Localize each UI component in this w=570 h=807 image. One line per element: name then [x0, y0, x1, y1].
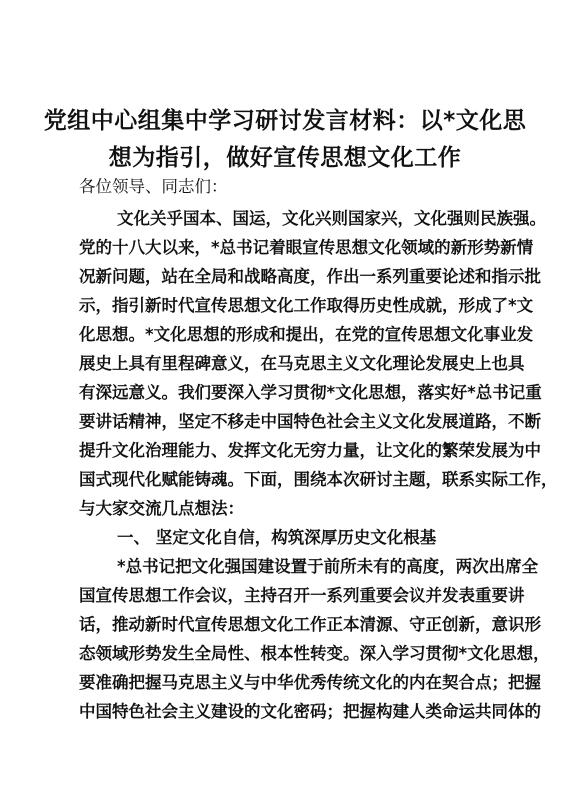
paragraph-1-line: 文化关乎国本、国运，文化兴则国家兴，文化强则民族强。 — [117, 209, 546, 228]
paragraph-1-line: 提升文化治理能力、发挥文化无穷力量，让文化的繁荣发展为中 — [79, 441, 541, 460]
paragraph-2-line: 要准确把握马克思主义与中华优秀传统文化的内在契合点；把握 — [79, 673, 541, 692]
paragraph-1-line: 况新问题，站在全局和战略高度，作出一系列重要论述和指示批 — [79, 267, 541, 286]
paragraph-2-line: 态领域形势发生全局性、根本性转变。深入学习贯彻*文化思想， — [79, 644, 550, 663]
paragraph-1-line: 化思想。*文化思想的形成和提出，在党的宣传思想文化事业发 — [79, 325, 534, 344]
document-title-line-1: 党组中心组集中学习研讨发言材料：以*文化思 — [43, 108, 527, 134]
paragraph-2-line: *总书记把文化强国建设置于前所未有的高度，两次出席全 — [117, 557, 539, 576]
paragraph-1-line: 国式现代化赋能铸魂。下面，围绕本次研讨主题，联系实际工作， — [79, 470, 558, 489]
paragraph-2-line: 话，推动新时代宣传思想文化工作正本清源、守正创新，意识形 — [79, 615, 541, 634]
paragraph-1-line: 展史上具有里程碑意义，在马克思主义文化理论发展史上也具 — [79, 354, 525, 373]
paragraph-1-line: 与大家交流几点想法： — [79, 499, 244, 518]
salutation: 各位领导、同志们： — [79, 177, 228, 196]
paragraph-1-line: 党的十八大以来，*总书记着眼宣传思想文化领域的新形势新情 — [79, 238, 534, 257]
paragraph-2-line: 中国特色社会主义建设的文化密码；把握构建人类命运共同体的 — [79, 702, 541, 721]
paragraph-2-line: 国宣传思想工作会议，主持召开一系列重要会议并发表重要讲 — [79, 586, 525, 605]
paragraph-1-line: 有深远意义。我们要深入学习贯彻*文化思想，落实好*总书记重 — [79, 383, 542, 402]
section-1-heading: 一、 坚定文化自信，构筑深厚历史文化根基 — [117, 528, 437, 547]
document-title-line-2: 想为指引，做好宣传思想文化工作 — [108, 145, 462, 171]
paragraph-1-line: 示，指引新时代宣传思想文化工作取得历史性成就，形成了*文 — [79, 296, 534, 315]
paragraph-1-line: 要讲话精神，坚定不移走中国特色社会主义文化发展道路，不断 — [79, 412, 541, 431]
